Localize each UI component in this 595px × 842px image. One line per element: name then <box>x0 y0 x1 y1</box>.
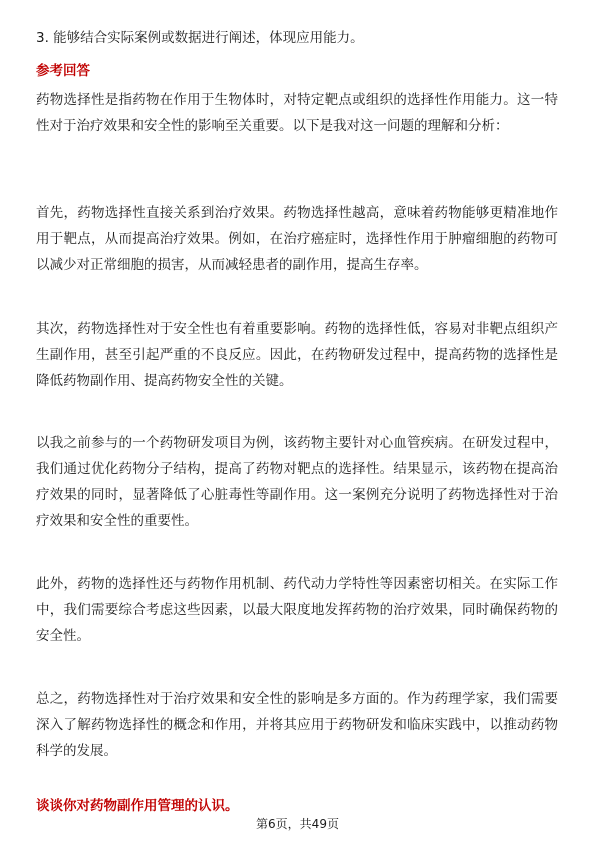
paragraph-safety: 其次，药物选择性对于安全性也有着重要影响。药物的选择性低，容易对非靶点组织产生副作用，甚至引起严重的不良反应。因此，在药物研发过程中，提高药物的选择性是降低药物副作用、提高药物安全性的关键。 <box>36 321 558 389</box>
page-number-footer: 第6页，共49页 <box>256 817 339 831</box>
next-question-heading: 谈谈你对药物副作用管理的认识。 <box>36 798 239 814</box>
paragraph-case-study: 以我之前参与的一个药物研发项目为例，该药物主要针对心血管疾病。在研发过程中，我们通过优化药物分子结构，提高了药物对靶点的选择性。结果显示，该药物在提高治疗效果的同时，显著降低了心脏毒性等副作用。这一案例充分说明了药物选择性对于治疗效果和安全性的重要性。 <box>36 435 558 529</box>
paragraph-intro: 药物选择性是指药物在作用于生物体时，对特定靶点或组织的选择性作用能力。这一特性对于治疗效果和安全性的影响至关重要。以下是我对这一问题的理解和分析： <box>36 92 558 134</box>
paragraph-factors: 此外，药物的选择性还与药物作用机制、药代动力学特性等因素密切相关。在实际工作中，我们需要综合考虑这些因素，以最大限度地发挥药物的治疗效果，同时确保药物的安全性。 <box>36 576 558 644</box>
answer-requirement-line: 3. 能够结合实际案例或数据进行阐述，体现应用能力。 <box>36 30 364 46</box>
reference-answer-heading: 参考回答 <box>36 63 90 79</box>
paragraph-efficacy: 首先，药物选择性直接关系到治疗效果。药物选择性越高，意味着药物能够更精准地作用于靶点，从而提高治疗效果。例如，在治疗癌症时，选择性作用于肿瘤细胞的药物可以减少对正常细胞的损害，从而减轻患者的副作用，提高生存率。 <box>36 205 558 273</box>
paragraph-conclusion: 总之，药物选择性对于治疗效果和安全性的影响是多方面的。作为药理学家，我们需要深入了解药物选择性的概念和作用，并将其应用于药物研发和临床实践中，以推动药物科学的发展。 <box>36 691 558 759</box>
